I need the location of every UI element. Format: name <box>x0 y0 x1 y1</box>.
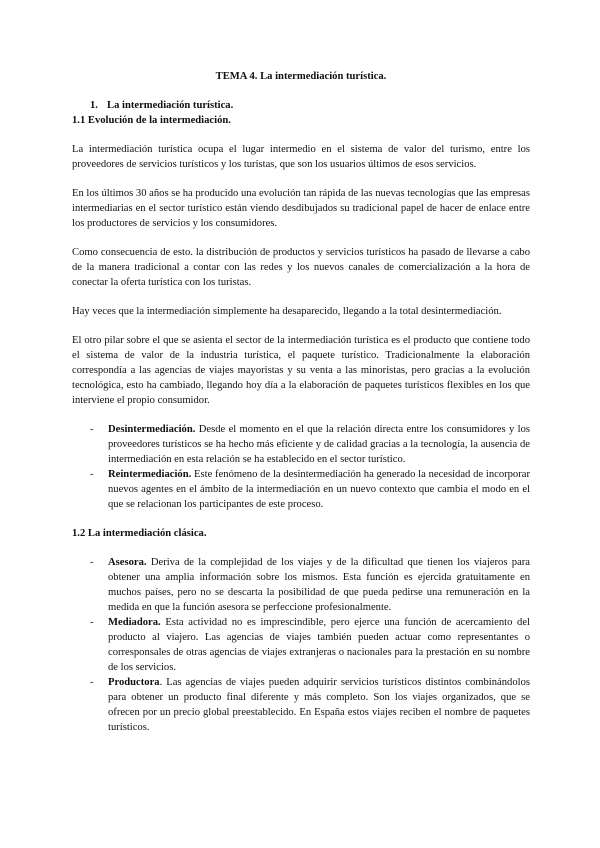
subsection-heading-1: 1.1 Evolución de la intermediación. <box>72 115 231 126</box>
list-item <box>90 615 530 675</box>
bullet-text: Esta actividad no es imprescindible, pero ejerce una función de acercamiento del producto al viajero. Las agencias de viajes también pueden actuar como representantes o corresponsales de otras agencias de viajes extranjeras o nacionales para la prestación en su nombre de los servicios. <box>108 617 530 673</box>
section-number: 1. <box>90 100 98 111</box>
section-heading <box>72 98 530 113</box>
document-title: TEMA 4. La intermediación turística. <box>215 71 387 82</box>
bullet-term: Asesora. <box>108 557 147 568</box>
bullet-text: . Las agencias de viajes pueden adquirir servicios turísticos distintos combinándolos para obtener un producto final diferente y más completo. Son los viajes organizados, que se ofrecen por un precio global preestablecido. En España estos viajes reciben el nombre de paquetes turísticos. <box>108 677 530 733</box>
bullet-dash: - <box>90 424 94 435</box>
bullet-dash: - <box>90 469 94 480</box>
bullet-term: Reintermediación. <box>108 469 192 480</box>
list-item <box>90 555 530 615</box>
paragraph-4: Hay veces que la intermediación simplemente ha desaparecido, llegando a la total desintermediación. <box>72 306 502 317</box>
list-item <box>90 675 530 735</box>
subsection-heading-2: 1.2 La intermediación clásica. <box>72 528 207 539</box>
bullet-dash: - <box>90 557 94 568</box>
bullet-text: Desde el momento en el que la relación directa entre los consumidores y los proveedores turísticos se ha hecho más eficiente y de calidad gracias a la tecnología, la ausencia de intermediación en esta relación se ha establecido en el sector turístico. <box>108 424 530 465</box>
paragraph-2: En los últimos 30 años se ha producido una evolución tan rápida de las nuevas tecnologías que las empresas intermediarias en el sector turístico están viendo desdibujados su tradicional papel de hacer de enlace entre los productores de servicios y los consumidores. <box>72 188 530 229</box>
list-item <box>90 467 530 512</box>
bullet-dash: - <box>90 617 94 628</box>
bullet-text: Este fenómeno de la desintermediación ha generado la necesidad de incorporar nuevos agentes en el ámbito de la intermediación en un nuevo contexto que cambia el modo en el que se relacionan los participantes de este proceso. <box>108 469 530 510</box>
bullet-term: Mediadora. <box>108 617 161 628</box>
paragraph-5: El otro pilar sobre el que se asienta el sector de la intermediación turística es el producto que contiene todo el sistema de valor de la industria turística, el paquete turístico. Tradicionalmente la elaboración correspondía a las agencias de viajes mayoristas y su venta a las minoristas, pero gracias a la evolución tecnológica, esto ha cambiado, llegando hoy día a la elaboración de paquetes turísticos flexibles en los que interviene el propio consumidor. <box>72 335 530 406</box>
bullet-term: Productora <box>108 677 160 688</box>
bullet-dash: - <box>90 677 94 688</box>
bullet-list-2 <box>72 555 530 735</box>
bullet-list-1 <box>72 422 530 512</box>
paragraph-1: La intermediación turística ocupa el lugar intermedio en el sistema de valor del turismo, entre los proveedores de servicios turísticos y los turistas, que son los usuarios últimos de esos servicios. <box>72 144 530 170</box>
bullet-text: Deriva de la complejidad de los viajes y de la dificultad que tienen los viajeros para obtener una amplia información sobre los mismos. Esta función es ejercida gratuitamente en muchos países, pero no se descarta la posibilidad de que pueda pedirse una remuneración en la medida en que la función asesora se perfeccione profesionalmente. <box>108 557 530 613</box>
bullet-term: Desintermediación. <box>108 424 196 435</box>
paragraph-3: Como consecuencia de esto. la distribución de productos y servicios turísticos ha pasado de llevarse a cabo de la manera tradicional a contar con las redes y los nuevos canales de comercialización a la hora de conectar la oferta turística con los turistas. <box>72 247 530 288</box>
section-title: La intermediación turística. <box>107 100 234 111</box>
list-item <box>90 422 530 467</box>
